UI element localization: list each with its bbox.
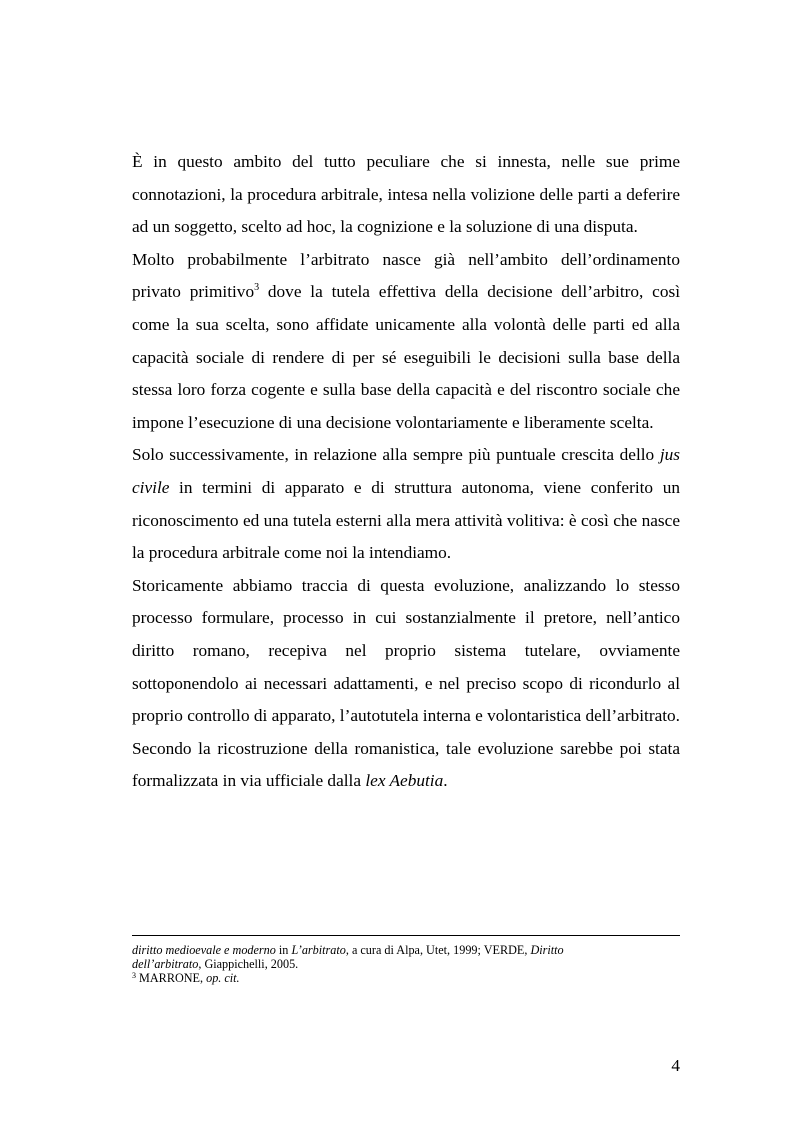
paragraph-3 bbox=[132, 439, 680, 569]
paragraph-2 bbox=[132, 244, 680, 440]
paragraph-5-italic: lex Aebutia bbox=[365, 771, 444, 791]
paragraph-4-text: Storicamente abbiamo traccia di questa evoluzione, analizzando lo stesso processo formulare, processo in cui sostanzialmente il pretore, nell’antico diritto romano, recepiva nel proprio sistema tutelare, ovviamente sottoponendolo ai necessari adattamenti, e nel preciso scopo di ricondurlo al proprio controllo di apparato, l’autotutela interna e volontaristica dell’arbitrato. bbox=[132, 575, 681, 726]
paragraph-5 bbox=[132, 733, 680, 798]
footnote-divider bbox=[132, 935, 680, 936]
footnotes bbox=[132, 943, 680, 985]
paragraph-2-text-a: Molto probabilmente l’arbitrato nasce già nell’ambito dell’ordinamento privato primitivo bbox=[132, 249, 680, 302]
footnote-italic-2: L’arbitrato bbox=[291, 943, 346, 957]
footnote-continuation-line-1 bbox=[132, 943, 680, 957]
page-number: 4 bbox=[671, 1056, 680, 1075]
paragraph-4 bbox=[132, 570, 680, 733]
footnote-italic-4: dell’arbitrato bbox=[132, 957, 199, 971]
footnote-text-3: , Giappichelli, 2005. bbox=[198, 957, 299, 971]
footnote-3-italic: op. cit. bbox=[206, 971, 240, 985]
footnote-italic-3: Diritto bbox=[530, 943, 564, 957]
paragraph-5-text-b: . bbox=[443, 771, 448, 791]
footnote-ref-3[interactable]: 3 bbox=[254, 282, 260, 294]
paragraph-5-text-a: Secondo la ricostruzione della romanistica, tale evoluzione sarebbe poi stata formalizzata in via ufficiale dalla bbox=[132, 738, 680, 791]
paragraph-3-text-a: Solo successivamente, in relazione alla sempre più puntuale crescita dello bbox=[132, 445, 660, 465]
footnote-italic-1: diritto medioevale e moderno bbox=[132, 943, 276, 957]
paragraph-2-text-b: dove la tutela effettiva della decisione dell’arbitro, così come la sua scelta, sono affidate unicamente alla volontà delle parti ed alla capacità sociale di rendere di per sé eseguibili le decisioni sulla base della stessa loro forza cogente e sulla base della capacità e del riscontro sociale che impone l’esecuzione di una decisione volontariamente e liberamente scelta. bbox=[132, 282, 681, 432]
footnote-continuation-line-2 bbox=[132, 957, 680, 971]
paragraph-3-italic: jus civile bbox=[132, 445, 680, 497]
main-text bbox=[132, 146, 680, 798]
paragraph-1-text: È in questo ambito del tutto peculiare che si innesta, nelle sue prime connotazioni, la procedura arbitrale, intesa nella volizione delle parti a deferire ad un soggetto, scelto ad hoc, la cognizione e la soluzione di una disputa. bbox=[132, 152, 680, 237]
paragraph-3-text-b: in termini di apparato e di struttura autonoma, viene conferito un riconoscimento ed una tutela esterni alla mera attività volitiva: è così che nasce la procedura arbitrale come noi la intendiamo. bbox=[132, 477, 680, 563]
footnote-3 bbox=[132, 971, 680, 985]
footnote-text-1: in bbox=[275, 943, 292, 957]
paragraph-1 bbox=[132, 146, 680, 244]
footnote-3-number: 3 bbox=[132, 971, 136, 980]
footnote-3-text: MARRONE, bbox=[136, 971, 207, 985]
footnote-text-2: , a cura di Alpa, Utet, 1999; VERDE, bbox=[345, 943, 531, 957]
